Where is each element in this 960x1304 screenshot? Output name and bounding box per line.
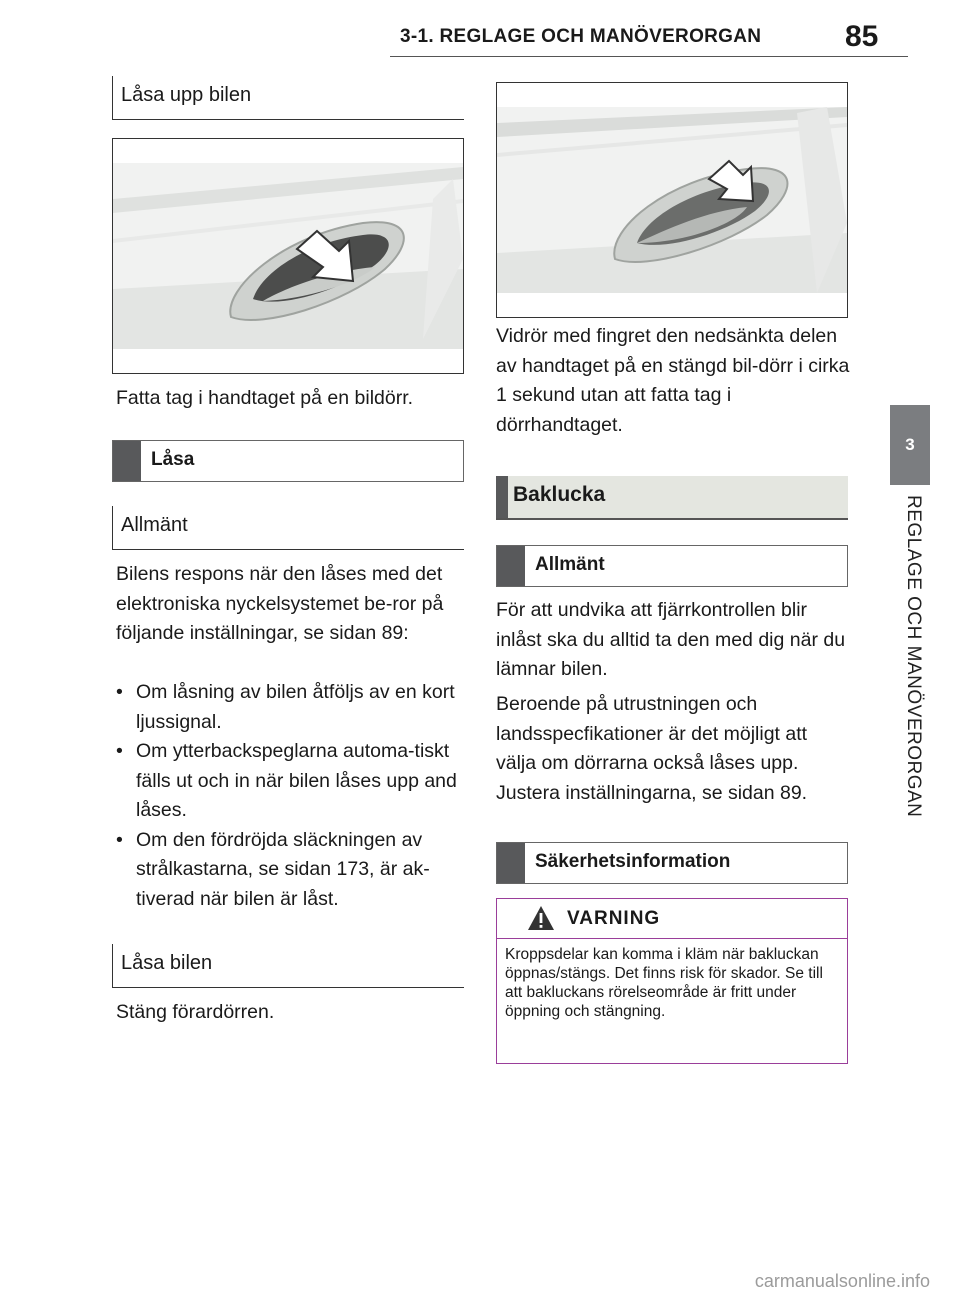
tailgate-section-heading xyxy=(496,476,848,520)
remote-paragraph: För att undvika att fjärrkontrollen blir inlåst ska du alltid ta den med dig när du lämnar bilen. xyxy=(496,599,846,680)
warning-title: VARNING xyxy=(567,908,661,929)
lock-heading: Låsa xyxy=(151,449,195,470)
settings-list xyxy=(110,678,464,914)
unlock-heading-label: Låsa upp bilen xyxy=(121,84,252,106)
lock-car-heading-label: Låsa bilen xyxy=(121,952,213,974)
door-handle-grab-image xyxy=(112,138,464,374)
list-item: • Om låsning av bilen åtföljs av en kort ljussignal. xyxy=(110,678,464,737)
safety-heading-box xyxy=(496,842,848,884)
general-intro: Bilens respons när den låses med det elektroniska nyckelsystemet be-ror på följande inställningar, se sidan 89: xyxy=(116,563,444,644)
lock-heading-box xyxy=(112,440,464,482)
warning-box xyxy=(496,898,848,1064)
door-handle-touch-image xyxy=(496,82,848,318)
chapter-tab: 3 xyxy=(890,405,930,485)
warning-text: Kroppsdelar kan komma i kläm när bakluckan öppnas/stängs. Det finns risk för skador. Se till att bakluckans rörelseområde är fritt under öppning och stängning. xyxy=(505,946,823,1020)
list-item: • Om ytterbackspeglarna automa-tiskt fälls ut och in när bilen låses upp and låses. xyxy=(110,737,464,826)
unlock-caption: Fatta tag i handtaget på en bildörr. xyxy=(116,387,414,409)
touch-caption: Vidrör med fingret den nedsänkta delen av handtaget på en stängd bil-dörr i cirka 1 sekund utan att fatta tag i dörrhandtaget. xyxy=(496,325,850,436)
header-rule xyxy=(390,56,908,57)
general-heading-left-label: Allmänt xyxy=(121,514,188,536)
general-heading-right-box xyxy=(496,545,848,587)
heading-bar xyxy=(497,546,525,586)
heading-bar xyxy=(113,441,141,481)
heading-bar xyxy=(497,843,525,883)
general-heading-left xyxy=(112,506,464,550)
chapter-side-label: REGLAGE OCH MANÖVERORGAN xyxy=(903,495,924,818)
list-item: • Om den fördröjda släckningen av strålkastarna, se sidan 173, är ak-tiverad när bilen är låst. xyxy=(110,826,464,915)
watermark: carmanualsonline.info xyxy=(754,1271,930,1291)
warning-triangle-icon xyxy=(527,905,555,931)
unlock-heading xyxy=(112,76,464,120)
page-number: 85 xyxy=(845,20,879,53)
lock-car-text: Stäng förardörren. xyxy=(116,1001,275,1023)
lock-car-heading xyxy=(112,944,464,988)
general-heading-right: Allmänt xyxy=(535,554,605,575)
safety-heading: Säkerhetsinformation xyxy=(535,851,731,872)
settings-paragraph: Beroende på utrustningen och landsspecfikationer är det möjligt att välja om dörrarna också låses upp. Justera inställningarna, se sidan 89. xyxy=(496,693,808,804)
section-bar xyxy=(496,476,508,518)
door-handle-grab-illustration xyxy=(113,139,463,373)
tailgate-heading: Baklucka xyxy=(513,483,606,506)
warning-header xyxy=(497,899,847,939)
running-header: 3-1. REGLAGE OCH MANÖVERORGAN xyxy=(400,26,762,47)
door-handle-touch-illustration xyxy=(497,83,847,317)
